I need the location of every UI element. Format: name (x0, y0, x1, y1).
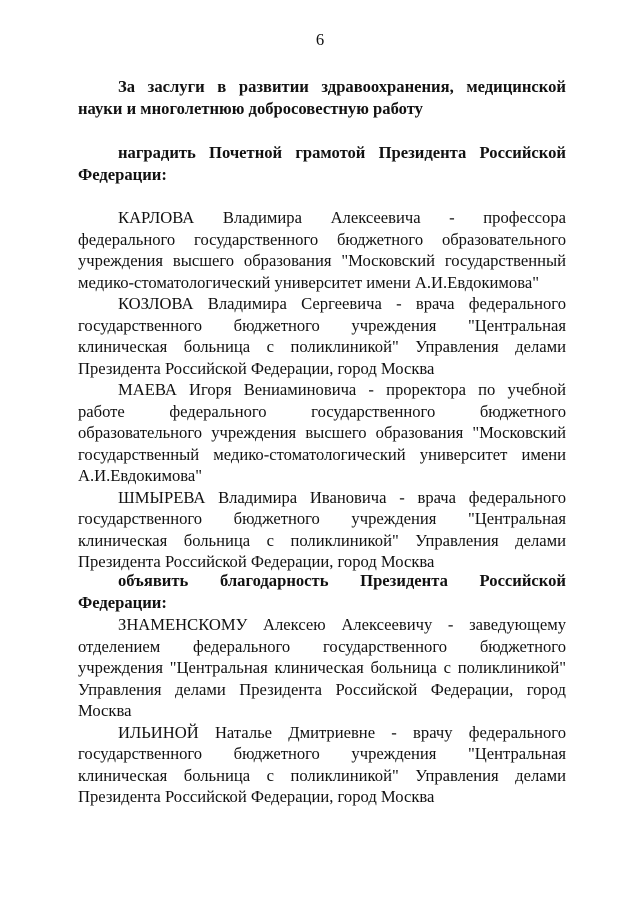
award-2-list (78, 614, 566, 808)
award-1-title: наградить Почетной грамотой Президента Российской Федерации: (78, 143, 566, 184)
award-2-title-block (78, 570, 566, 613)
award-1-list (78, 207, 566, 573)
award-1-title-block (78, 142, 566, 185)
award-heading: За заслуги в развитии здравоохранения, медицинской науки и многолетнюю добросовестную работу (78, 77, 566, 118)
recipient-paragraph: КОЗЛОВА Владимира Сергеевича - врача федерального государственного бюджетного учреждения "Центральная клиническая больница с поликлиникой" Управления делами Президента Российской Федерации, город Москва (78, 294, 566, 378)
award-2-title: объявить благодарность Президента Российской Федерации: (78, 571, 566, 612)
award-heading-block (78, 76, 566, 119)
recipient-paragraph: ЗНАМЕНСКОМУ Алексею Алексеевичу - заведующему отделением федерального государственного бюджетного учреждения "Центральная клиническая больница с поликлиникой" Управления делами Президента Российской Федерации, город Москва (78, 615, 566, 720)
recipient-paragraph: КАРЛОВА Владимира Алексеевича - профессора федерального государственного бюджетного образовательного учреждения высшего образования "Московский государственный медико-стоматологический университет имени А.И.Евдокимова" (78, 208, 566, 292)
recipient-paragraph: МАЕВА Игоря Вениаминовича - проректора по учебной работе федерального государственного бюджетного образовательного учреждения высшего образования "Московский государственный медико-стоматологический университет имени А.И.Евдокимова" (78, 380, 566, 485)
page-number: 6 (315, 30, 325, 49)
recipient-paragraph: ИЛЬИНОЙ Наталье Дмитриевне - врачу федерального государственного бюджетного учреждения "Центральная клиническая больница с поликлиникой" Управления делами Президента Российской Федерации, город Москва (78, 722, 566, 806)
recipient-paragraph: ШМЫРЕВА Владимира Ивановича - врача федерального государственного бюджетного учреждения "Центральная клиническая больница с поликлиникой" Управления делами Президента Российской Федерации, город Москва (78, 487, 566, 571)
